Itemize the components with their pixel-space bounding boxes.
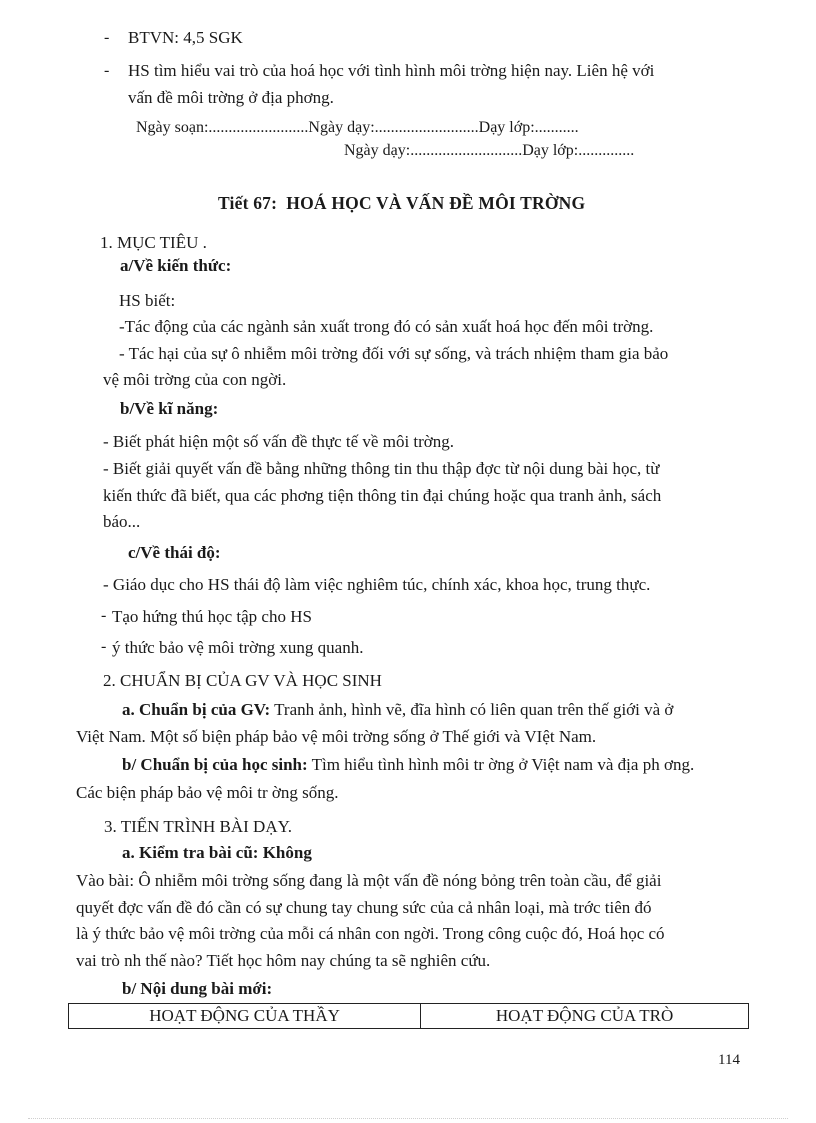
attitude-heading: c/Về thái độ: xyxy=(128,543,221,562)
research-line-2: vấn đề môi trờng ở địa phơng. xyxy=(128,88,334,107)
skills-line: báo... xyxy=(103,512,141,531)
homework-line: BTVN: 4,5 SGK xyxy=(128,28,243,47)
attitude-line: - Giáo dục cho HS thái độ làm việc nghiêm túc, chính xác, khoa học, trung thực. xyxy=(103,575,651,594)
knowledge-line: HS biết: xyxy=(119,291,176,310)
lesson-title: HOÁ HỌC VÀ VẤN ĐỀ MÔI TRỜNG xyxy=(286,193,586,213)
intro-line: vai trò nh thế nào? Tiết học hôm nay chúng ta sẽ nghiên cứu. xyxy=(76,951,491,970)
teacher-activity-header: HOẠT ĐỘNG CỦA THẦY xyxy=(69,1004,421,1029)
new-content-heading: b/ Nội dung bài mới: xyxy=(122,979,273,998)
student-activity-header: HOẠT ĐỘNG CỦA TRÒ xyxy=(421,1004,749,1029)
knowledge-line: vệ môi trờng của con ngời. xyxy=(103,370,287,389)
old-lesson-check: a. Kiểm tra bài cũ: Không xyxy=(122,843,312,862)
skills-heading: b/Về kĩ năng: xyxy=(120,399,219,418)
knowledge-heading: a/Về kiến thức: xyxy=(120,256,232,275)
section-1-heading: 1. MỤC TIÊU . xyxy=(100,233,207,252)
knowledge-line: - Tác hại của sự ô nhiễm môi trờng đối với sự sống, và trách nhiệm tham gia bảo xyxy=(119,344,669,363)
attitude-line: Tạo hứng thú học tập cho HS xyxy=(112,607,312,626)
gv-prep-line-2: Việt Nam. Một số biện pháp bảo vệ môi trờng sống ở Thế giới và VIệt Nam. xyxy=(76,727,597,746)
intro-line: Vào bài: Ô nhiễm môi trờng sống đang là một vấn đề nóng bỏng trên toàn cầu, để giải xyxy=(76,871,662,890)
lesson-heading xyxy=(218,193,585,213)
hs-prep-line xyxy=(122,755,694,775)
hs-prep-text: Tìm hiểu tình hình môi tr ờng ở Việt nam và địa ph ơng. xyxy=(307,755,695,774)
intro-line: là ý thức bảo vệ môi trờng của mỗi cá nhân con ngời. Trong công cuộc đó, Hoá học có xyxy=(76,924,665,943)
bullet-dash: - xyxy=(104,62,110,79)
page-number: 114 xyxy=(718,1052,740,1068)
skills-line: - Biết phát hiện một số vấn đề thực tế về môi trờng. xyxy=(103,432,455,451)
skills-line: kiến thức đã biết, qua các phơng tiện thông tin đại chúng hoặc qua tranh ảnh, sách xyxy=(103,486,662,505)
attitude-line: ý thức bảo vệ môi trờng xung quanh. xyxy=(112,638,364,657)
gv-prep-line xyxy=(122,700,673,720)
section-2-heading: 2. CHUẨN BỊ CỦA GV VÀ HỌC SINH xyxy=(103,671,382,690)
research-line-1: HS tìm hiểu vai trò của hoá học với tình hình môi trờng hiện nay. Liên hệ với xyxy=(128,61,655,80)
gv-prep-text: Tranh ảnh, hình vẽ, đĩa hình có liên quan trên thế giới và ở xyxy=(270,700,674,719)
intro-line: quyết đợc vấn đề đó cần có sự chung tay chung sức của cả nhân loại, mà trớc tiên đó xyxy=(76,898,652,917)
activity-table xyxy=(68,1003,749,1029)
bullet-dash: - xyxy=(101,607,107,624)
hs-prep-label: b/ Chuẩn bị của học sinh: xyxy=(122,755,308,774)
gv-prep-label: a. Chuẩn bị của GV: xyxy=(122,700,271,719)
date-line-1: Ngày soạn:.........................Ngày dạy:..........................Dạy lớp:........... xyxy=(136,119,579,136)
hs-prep-line-2: Các biện pháp bảo vệ môi tr ờng sống. xyxy=(76,783,339,802)
skills-line: - Biết giải quyết vấn đề bằng những thông tin thu thập đợc từ nội dung bài học, từ xyxy=(103,459,660,478)
section-3-heading: 3. TIẾN TRÌNH BÀI DẠY. xyxy=(104,817,292,836)
page-divider xyxy=(28,1118,788,1119)
lesson-number: Tiết 67: xyxy=(218,193,278,213)
knowledge-line: -Tác động của các ngành sản xuất trong đó có sản xuất hoá học đến môi trờng. xyxy=(119,317,654,336)
bullet-dash: - xyxy=(101,638,107,655)
date-line-2: Ngày dạy:............................Dạy lớp:.............. xyxy=(344,142,635,159)
bullet-dash: - xyxy=(104,29,110,46)
table-header-row xyxy=(69,1004,749,1029)
